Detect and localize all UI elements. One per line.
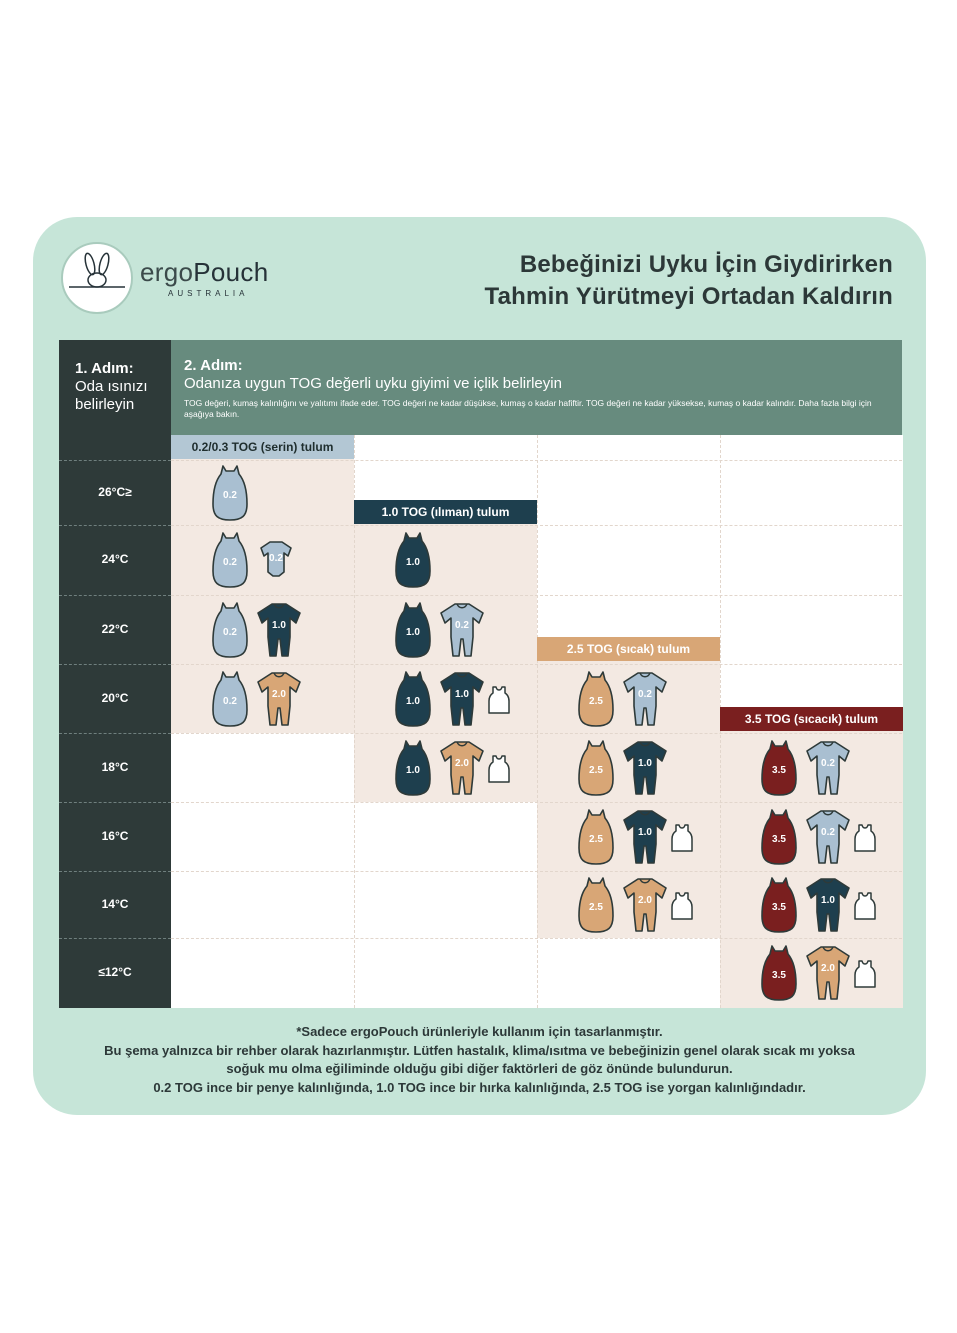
sleep-bag-icon (393, 739, 433, 797)
step2-subheading: Odanıza uygun TOG değerli uyku giyimi ve içlik belirleyin (184, 375, 562, 392)
tog-label: 3.5 TOG (sıcacık) tulum (720, 707, 903, 731)
sleep-bag-icon (576, 876, 616, 934)
svg-text:1.0: 1.0 (455, 688, 469, 700)
svg-text:3.5: 3.5 (772, 764, 786, 776)
temperature-divider (59, 871, 171, 872)
svg-text:2.5: 2.5 (589, 764, 603, 776)
svg-text:1.0: 1.0 (406, 695, 420, 707)
temperature-divider (59, 525, 171, 526)
sleep-bag-icon (576, 739, 616, 797)
svg-text:1.0: 1.0 (406, 764, 420, 776)
bodysuit-icon (438, 739, 486, 797)
temperature-label: 24°C (101, 552, 129, 566)
bunny-icon (63, 244, 131, 312)
step1-heading: 1. Adım: (75, 360, 134, 377)
bodysuit-icon (255, 670, 303, 728)
brand-name-part1: ergo (140, 257, 194, 287)
sleep-bag-icon (393, 531, 433, 589)
svg-text:0.2: 0.2 (638, 688, 652, 700)
temperature-label: 22°C (101, 621, 129, 636)
svg-text:2.5: 2.5 (589, 901, 603, 913)
svg-text:1.0: 1.0 (406, 557, 420, 568)
brand-name (140, 257, 268, 288)
svg-text:2.0: 2.0 (638, 894, 652, 906)
grid-divider (537, 435, 538, 1008)
sleep-bag-icon (210, 670, 250, 728)
sleep-bag-icon (393, 601, 433, 659)
grid-divider (171, 460, 902, 461)
grid-divider (171, 733, 902, 734)
svg-text:0.2: 0.2 (223, 695, 237, 707)
svg-text:1.0: 1.0 (638, 826, 652, 838)
bodysuit-icon (621, 670, 669, 728)
bodysuit-icon (804, 876, 852, 934)
svg-text:1.0: 1.0 (272, 619, 286, 631)
grid-divider (171, 802, 902, 803)
temperature-divider (59, 938, 171, 939)
step2-note: TOG değeri, kumaş kalınlığını ve yalıtımı ifade eder. TOG değeri ne kadar düşükse, kumaş o kadar hafiftir. TOG değeri ne kadar yüksekse, kumaş o kadar kalındır. Daha fazla bilgi için aşağıya bakın. (184, 398, 872, 419)
vest-icon (854, 823, 876, 853)
sleep-bag-icon (210, 464, 250, 522)
footer-line3: soğuk mu olma eğiliminde olduğu gibi diğer faktörleri de göz önünde bulundurun. (226, 1061, 733, 1076)
svg-text:3.5: 3.5 (772, 833, 786, 845)
svg-text:1.0: 1.0 (821, 894, 835, 906)
svg-text:1.0: 1.0 (406, 626, 420, 638)
footer-line1: *Sadece ergoPouch ürünleriyle kullanım için tasarlanmıştır. (296, 1024, 663, 1039)
temperature-label: 14°C (101, 896, 129, 911)
svg-text:1.0: 1.0 (638, 757, 652, 769)
sleep-bag-icon (759, 944, 799, 1002)
temperature-divider (59, 460, 171, 461)
step1-text: Oda ısınızı belirleyin (75, 378, 148, 413)
sleep-bag-icon (393, 670, 433, 728)
bodysuit-icon (621, 739, 669, 797)
temperature-divider (59, 664, 171, 665)
svg-text:0.2: 0.2 (223, 557, 237, 568)
sleep-bag-icon (576, 670, 616, 728)
svg-text:0.2: 0.2 (455, 619, 469, 631)
vest-icon (854, 891, 876, 921)
bodysuit-icon (255, 601, 303, 659)
svg-text:3.5: 3.5 (772, 970, 786, 981)
sleep-bag-icon (759, 739, 799, 797)
temperature-label: 20°C (101, 690, 129, 705)
grid-divider (171, 938, 902, 939)
temperature-label: 16°C (101, 828, 129, 843)
tog-grid (59, 340, 902, 1008)
bodysuit-icon (804, 739, 852, 797)
tog-label: 2.5 TOG (sıcak) tulum (537, 637, 720, 661)
bodysuit-icon (621, 808, 669, 866)
grid-divider (171, 525, 902, 526)
tog-label: 0.2/0.3 TOG (serin) tulum (171, 435, 354, 459)
vest-icon (854, 959, 876, 989)
sleep-bag-icon (210, 531, 250, 589)
sleep-bag-icon (576, 808, 616, 866)
sleep-bag-icon (210, 601, 250, 659)
step2-heading: 2. Adım: (184, 357, 243, 374)
svg-text:2.0: 2.0 (272, 688, 286, 700)
brand-subtitle: AUSTRALIA (168, 289, 249, 298)
vest-icon (488, 685, 510, 715)
step2-panel (171, 340, 902, 435)
temperature-divider (59, 733, 171, 734)
grid-divider (171, 664, 902, 665)
svg-text:0.2: 0.2 (223, 489, 237, 501)
temperature-label: 18°C (101, 759, 129, 774)
svg-text:2.5: 2.5 (589, 695, 603, 707)
svg-text:2.0: 2.0 (821, 963, 835, 974)
bodysuit-icon (804, 808, 852, 866)
svg-text:0.2: 0.2 (223, 626, 237, 638)
brand-name-part2: Pouch (193, 257, 269, 287)
svg-text:0.2: 0.2 (269, 553, 283, 564)
bodysuit-icon (621, 876, 669, 934)
vest-icon (671, 891, 693, 921)
vest-icon (488, 754, 510, 784)
svg-text:3.5: 3.5 (772, 901, 786, 913)
temperature-label: ≤12°C (98, 965, 132, 979)
svg-text:2.0: 2.0 (455, 757, 469, 769)
grid-divider (171, 871, 902, 872)
page-title-line1: Bebeğinizi Uyku İçin Giydirirken (519, 251, 893, 278)
svg-text:0.2: 0.2 (821, 757, 835, 769)
svg-text:2.5: 2.5 (589, 833, 603, 845)
sleep-bag-icon (759, 876, 799, 934)
temperature-divider (59, 802, 171, 803)
tog-label: 1.0 TOG (ılıman) tulum (354, 500, 537, 524)
footer-line2: Bu şema yalnızca bir rehber olarak hazırlanmıştır. Lütfen hastalık, klima/ısıtma ve bebeğinizin genel olarak sıcak mı yoksa (104, 1043, 855, 1058)
vest-icon (671, 823, 693, 853)
bodysuit-icon (438, 670, 486, 728)
page-title-line2: Tahmin Yürütmeyi Ortadan Kaldırın (484, 283, 893, 310)
temperature-label: 26°C≥ (98, 484, 132, 499)
bodysuit-icon (804, 944, 852, 1002)
short-bodysuit-icon (258, 539, 294, 579)
sleep-bag-icon (759, 808, 799, 866)
temperature-divider (59, 595, 171, 596)
svg-text:0.2: 0.2 (821, 826, 835, 838)
footer-line4: 0.2 TOG ince bir penye kalınlığında, 1.0 TOG ince bir hırka kalınlığında, 2.5 TOG ise yorgan kalınlığındadır. (153, 1080, 806, 1095)
logo (61, 242, 133, 314)
bodysuit-icon (438, 601, 486, 659)
grid-divider (171, 595, 902, 596)
